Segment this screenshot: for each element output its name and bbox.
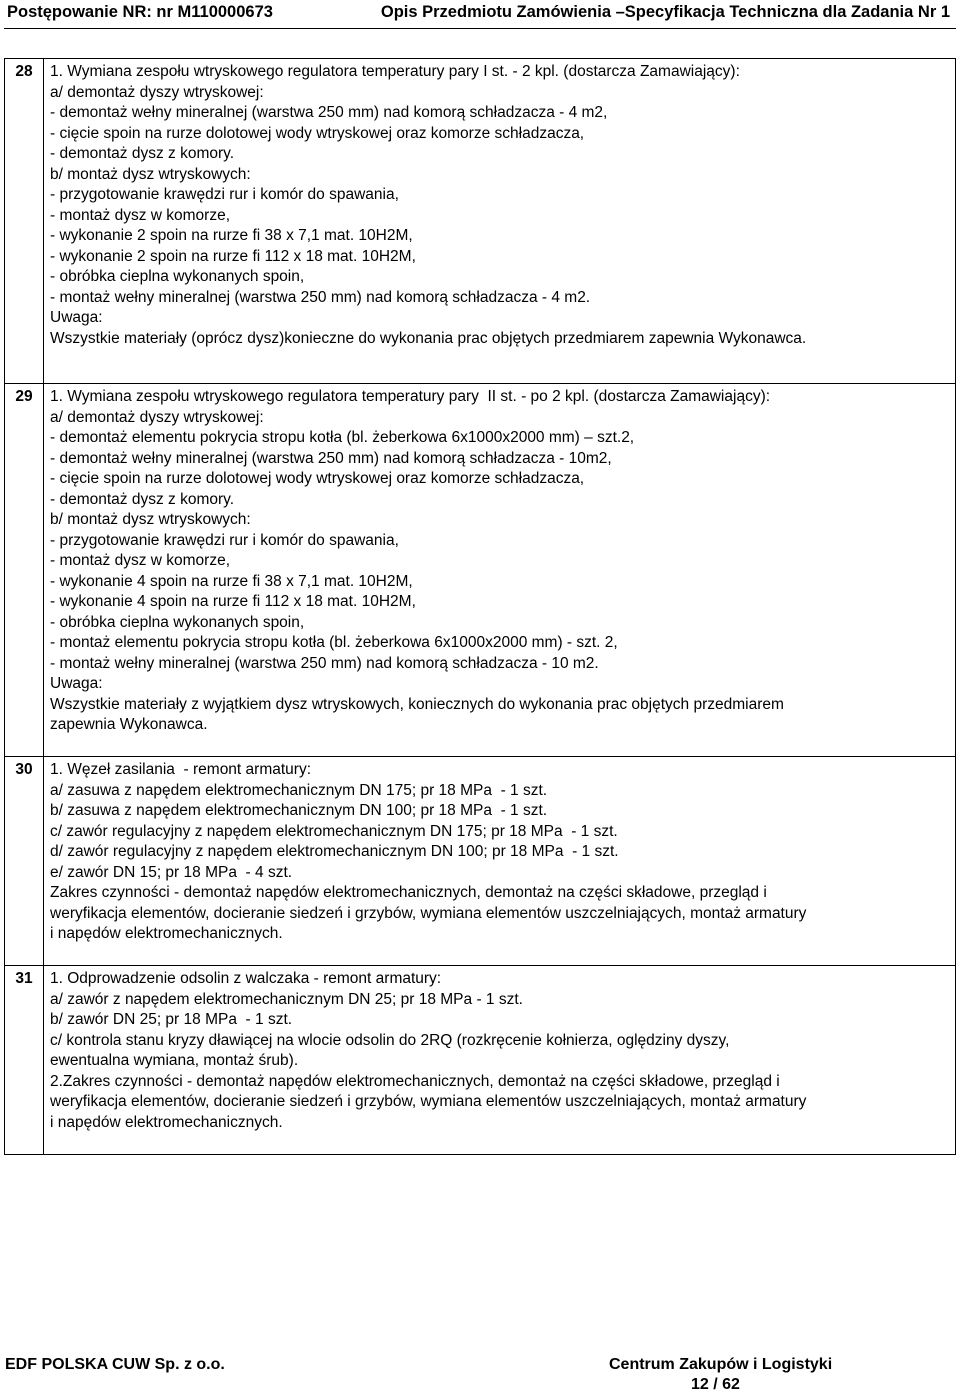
description-line: Zakres czynności - demontaż napędów elektromechanicznych, demontaż na części składowe, przegląd i: [50, 884, 767, 901]
table-row: [5, 757, 956, 966]
description-line: - przygotowanie krawędzi rur i komór do spawania,: [50, 531, 399, 549]
description-line: 1. Wymiana zespołu wtryskowego regulatora temperatury pary I st. - 2 kpl. (dostarcza Zamawiający):: [50, 63, 740, 80]
description-line: 1. Odprowadzenie odsolin z walczaka - remont armatury:: [50, 970, 442, 987]
description-line: - demontaż wełny mineralnej (warstwa 250 mm) nad komorą schładzacza - 10m2,: [50, 449, 612, 467]
description-line: - montaż elementu pokrycia stropu kotła (bl. żeberkowa 6x1000x2000 mm) - szt. 2,: [50, 634, 618, 651]
description-line: a/ demontaż dyszy wtryskowej:: [50, 408, 264, 426]
item-description: [44, 384, 956, 757]
description-line: zapewnia Wykonawca.: [50, 716, 208, 733]
description-line: a/ demontaż dyszy wtryskowej:: [50, 83, 264, 101]
description-line: Uwaga:: [50, 309, 103, 326]
description-line: Wszystkie materiały (oprócz dysz)konieczne do wykonania prac objętych przedmiarem zapewnia Wykonawca.: [50, 329, 807, 347]
description-line: - demontaż wełny mineralnej (warstwa 250 mm) nad komorą schładzacza - 4 m2,: [50, 104, 608, 121]
description-line: b/ zawór DN 25; pr 18 MPa - 1 szt.: [50, 1011, 293, 1028]
description-line: - wykonanie 4 spoin na rurze fi 38 x 7,1 mat. 10H2M,: [50, 572, 413, 590]
footer-department: Centrum Zakupów i Logistyki: [609, 1356, 833, 1373]
item-description: [44, 59, 956, 384]
proceeding-number: Postępowanie NR: nr M110000673: [7, 3, 273, 21]
description-line: b/ montaż dysz wtryskowych:: [50, 511, 251, 528]
description-line: Uwaga:: [50, 675, 103, 692]
table-row: [5, 59, 956, 384]
item-number: 28: [5, 59, 44, 384]
item-number: 29: [5, 384, 44, 757]
specification-table-body: [5, 59, 956, 1155]
description-line: - montaż wełny mineralnej (warstwa 250 mm) nad komorą schładzacza - 4 m2.: [50, 288, 591, 306]
description-line: - montaż dysz w komorze,: [50, 552, 231, 569]
table-row: [5, 966, 956, 1155]
description-line: i napędów elektromechanicznych.: [50, 925, 283, 942]
description-line: d/ zawór regulacyjny z napędem elektromechanicznym DN 100; pr 18 MPa - 1 szt.: [50, 843, 619, 860]
description-line: - wykonanie 2 spoin na rurze fi 38 x 7,1 mat. 10H2M,: [50, 227, 413, 244]
description-line: - montaż dysz w komorze,: [50, 206, 231, 224]
description-line: 2.Zakres czynności - demontaż napędów elektromechanicznych, demontaż na części składowe, przegląd i: [50, 1072, 780, 1090]
item-number: 31: [5, 966, 44, 1155]
specification-table: [4, 58, 956, 1155]
description-line: - montaż wełny mineralnej (warstwa 250 mm) nad komorą schładzacza - 10 m2.: [50, 654, 599, 672]
description-line: - cięcie spoin na rurze dolotowej wody wtryskowej oraz komorze schładzacza,: [50, 470, 585, 487]
document-title: Opis Przedmiotu Zamówienia –Specyfikacja Techniczna dla Zadania Nr 1: [380, 3, 950, 21]
description-line: e/ zawór DN 15; pr 18 MPa - 4 szt.: [50, 863, 293, 881]
description-line: - obróbka cieplna wykonanych spoin,: [50, 268, 305, 285]
page-header: [4, 0, 956, 29]
description-line: i napędów elektromechanicznych.: [50, 1113, 283, 1131]
description-line: c/ zawór regulacyjny z napędem elektromechanicznym DN 175; pr 18 MPa - 1 szt.: [50, 822, 618, 840]
item-number: 30: [5, 757, 44, 966]
description-line: a/ zawór z napędem elektromechanicznym DN 25; pr 18 MPa - 1 szt.: [50, 990, 523, 1008]
description-line: b/ zasuwa z napędem elektromechanicznym DN 100; pr 18 MPa - 1 szt.: [50, 802, 548, 819]
description-line: - demontaż dysz z komory.: [50, 490, 235, 508]
description-line: weryfikacja elementów, docieranie siedzeń i grzybów, wymiana elementów uszczelniających, montaż armatury: [50, 904, 807, 922]
description-line: ewentualna wymiana, montaż śrub).: [50, 1052, 299, 1069]
footer-company: EDF POLSKA CUW Sp. z o.o.: [5, 1356, 225, 1373]
item-description: [44, 966, 956, 1155]
description-line: - wykonanie 4 spoin na rurze fi 112 x 18 mat. 10H2M,: [50, 593, 416, 610]
description-line: - obróbka cieplna wykonanych spoin,: [50, 613, 305, 631]
description-line: - cięcie spoin na rurze dolotowej wody wtryskowej oraz komorze schładzacza,: [50, 124, 585, 142]
description-line: [50, 349, 951, 370]
description-line: [50, 1133, 951, 1154]
description-line: b/ montaż dysz wtryskowych:: [50, 165, 251, 183]
description-line: weryfikacja elementów, docieranie siedzeń i grzybów, wymiana elementów uszczelniających, montaż armatury: [50, 1093, 807, 1110]
page-number: 12 / 62: [691, 1376, 740, 1393]
table-row: [5, 384, 956, 757]
description-line: - wykonanie 2 spoin na rurze fi 112 x 18 mat. 10H2M,: [50, 247, 416, 265]
description-line: 1. Wymiana zespołu wtryskowego regulatora temperatury pary II st. - po 2 kpl. (dostarcza Zamawiający):: [50, 388, 771, 405]
item-description: [44, 757, 956, 966]
description-line: [50, 945, 951, 966]
description-line: Wszystkie materiały z wyjątkiem dysz wtryskowych, koniecznych do wykonania prac objętych przedmiarem: [50, 695, 784, 713]
description-line: [50, 736, 951, 757]
description-line: a/ zasuwa z napędem elektromechanicznym DN 175; pr 18 MPa - 1 szt.: [50, 781, 548, 799]
description-line: c/ kontrola stanu kryzy dławiącej na wlocie odsolin do 2RQ (rozkręcenie kołnierza, oględziny dyszy,: [50, 1031, 730, 1049]
description-line: - demontaż dysz z komory.: [50, 145, 235, 162]
description-line: 1. Węzeł zasilania - remont armatury:: [50, 761, 312, 778]
description-line: - przygotowanie krawędzi rur i komór do spawania,: [50, 186, 399, 203]
description-line: - demontaż elementu pokrycia stropu kotła (bl. żeberkowa 6x1000x2000 mm) – szt.2,: [50, 429, 635, 446]
